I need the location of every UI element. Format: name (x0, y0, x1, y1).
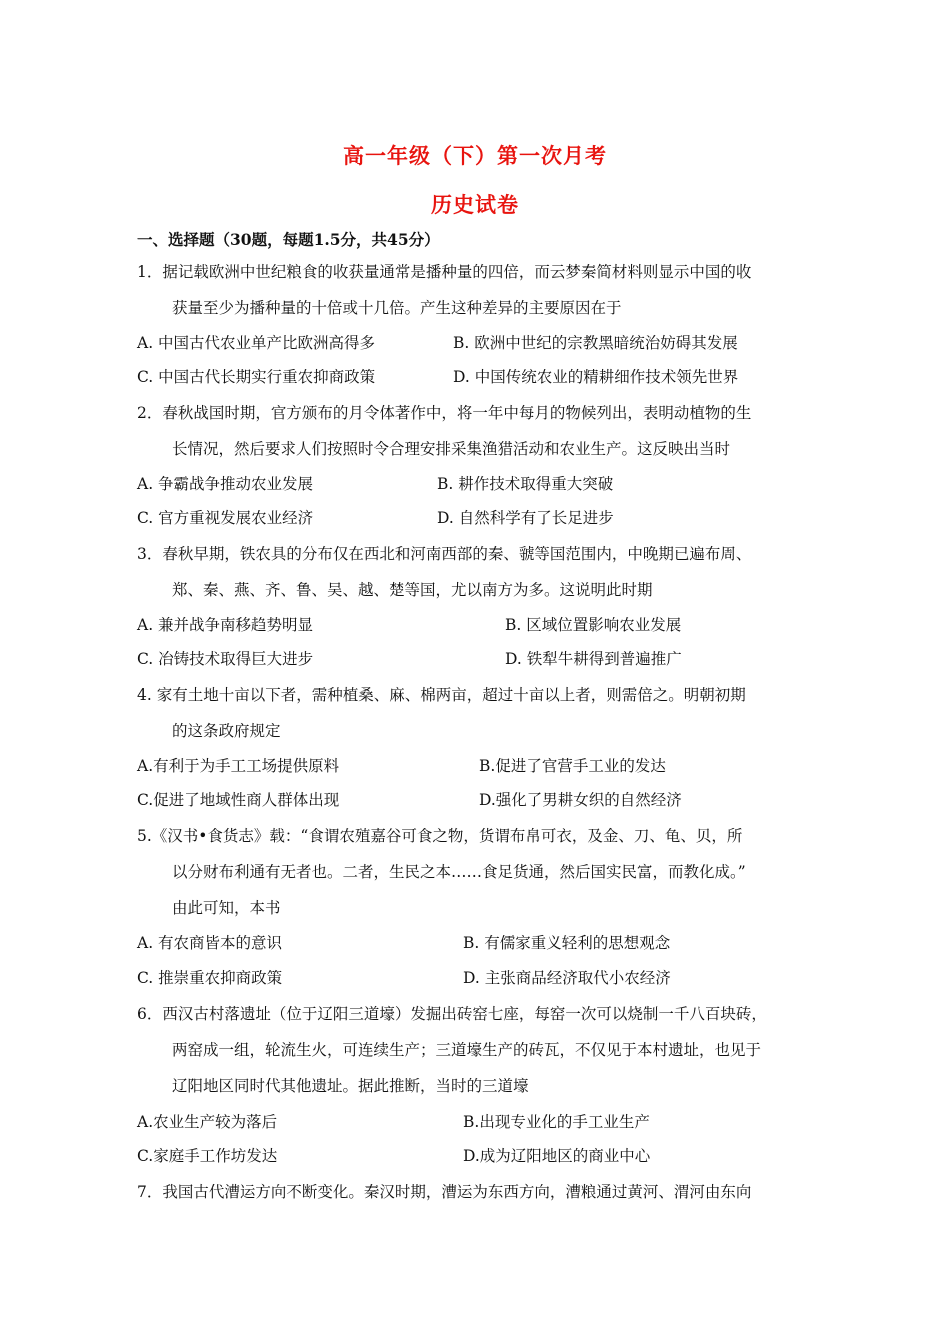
section-heading: 一、选择题（30题，每题1.5分，共45分） (137, 230, 440, 249)
question-6-stem: 辽阳地区同时代其他遗址。据此推断，当时的三道壕 (172, 1077, 529, 1095)
question-6-option-c: C.家庭手工作坊发达 (137, 1147, 278, 1165)
question-1-option-c: C. 中国古代长期实行重农抑商政策 (137, 368, 376, 386)
question-6-option-b: B.出现专业化的手工业生产 (463, 1113, 650, 1131)
question-3-option-d: D. 铁犁牛耕得到普遍推广 (505, 650, 682, 668)
question-7-stem: 7．我国古代漕运方向不断变化。秦汉时期，漕运为东西方向，漕粮通过黄河、渭河由东向 (137, 1183, 752, 1201)
exam-title: 高一年级（下）第一次月考 (343, 143, 607, 168)
question-4-option-a: A.有利于为手工工场提供原料 (137, 757, 340, 775)
question-1-stem: 1．据记载欧洲中世纪粮食的收获量通常是播种量的四倍，而云梦秦简材料则显示中国的收 (137, 263, 752, 281)
question-1-option-a: A. 中国古代农业单产比欧洲高得多 (137, 334, 376, 352)
question-4-stem: 的这条政府规定 (172, 722, 281, 740)
question-4-option-c: C.促进了地域性商人群体出现 (137, 791, 340, 809)
question-2-option-a: A. 争霸战争推动农业发展 (137, 475, 314, 493)
question-2-option-d: D. 自然科学有了长足进步 (437, 509, 614, 527)
question-3-option-c: C. 冶铸技术取得巨大进步 (137, 650, 314, 668)
question-4-option-d: D.强化了男耕女织的自然经济 (479, 791, 682, 809)
question-5-option-c: C. 推崇重农抑商政策 (137, 969, 283, 987)
question-4-option-b: B.促进了官营手工业的发达 (479, 757, 666, 775)
question-3-stem: 3．春秋早期，铁农具的分布仅在西北和河南西部的秦、虢等国范围内，中晚期已遍布周、 (137, 545, 752, 563)
question-4-stem: 4. 家有土地十亩以下者，需种植桑、麻、棉两亩，超过十亩以上者，则需倍之。明朝初期 (137, 686, 746, 704)
question-6-stem: 6．西汉古村落遗址（位于辽阳三道壕）发掘出砖窑七座，每窑一次可以烧制一千八百块砖， (137, 1005, 767, 1023)
question-5-option-a: A. 有农商皆本的意识 (137, 934, 283, 952)
question-2-stem: 长情况，然后要求人们按照时令合理安排采集渔猎活动和农业生产。这反映出当时 (172, 440, 731, 458)
question-5-option-b: B. 有儒家重义轻利的思想观念 (463, 934, 671, 952)
question-3-option-b: B. 区域位置影响农业发展 (505, 616, 682, 634)
question-3-stem: 郑、秦、燕、齐、鲁、吴、越、楚等国，尤以南方为多。这说明此时期 (172, 581, 653, 599)
question-5-stem: 5.《汉书•食货志》载：“食谓农殖嘉谷可食之物，货谓布帛可衣，及金、刀、龟、贝，所 (137, 827, 743, 845)
exam-subtitle: 历史试卷 (431, 192, 519, 217)
question-5-stem: 由此可知，本书 (172, 899, 281, 917)
question-2-option-c: C. 官方重视发展农业经济 (137, 509, 314, 527)
question-6-stem: 两窑成一组，轮流生火，可连续生产；三道壕生产的砖瓦，不仅见于本村遗址，也见于 (172, 1041, 762, 1059)
question-6-option-d: D.成为辽阳地区的商业中心 (463, 1147, 651, 1165)
question-5-option-d: D. 主张商品经济取代小农经济 (463, 969, 671, 987)
question-1-option-d: D. 中国传统农业的精耕细作技术领先世界 (453, 368, 739, 386)
question-6-option-a: A.农业生产较为落后 (137, 1113, 278, 1131)
question-5-stem: 以分财布利通有无者也。二者，生民之本……食足货通，然后国实民富，而教化成。” (172, 863, 746, 881)
question-2-option-b: B. 耕作技术取得重大突破 (437, 475, 614, 493)
question-1-option-b: B. 欧洲中世纪的宗教黑暗统治妨碍其发展 (453, 334, 738, 352)
question-1-stem: 获量至少为播种量的十倍或十几倍。产生这种差异的主要原因在于 (172, 299, 622, 317)
question-3-option-a: A. 兼并战争南移趋势明显 (137, 616, 314, 634)
question-2-stem: 2．春秋战国时期，官方颁布的月令体著作中，将一年中每月的物候列出，表明动植物的生 (137, 404, 752, 422)
